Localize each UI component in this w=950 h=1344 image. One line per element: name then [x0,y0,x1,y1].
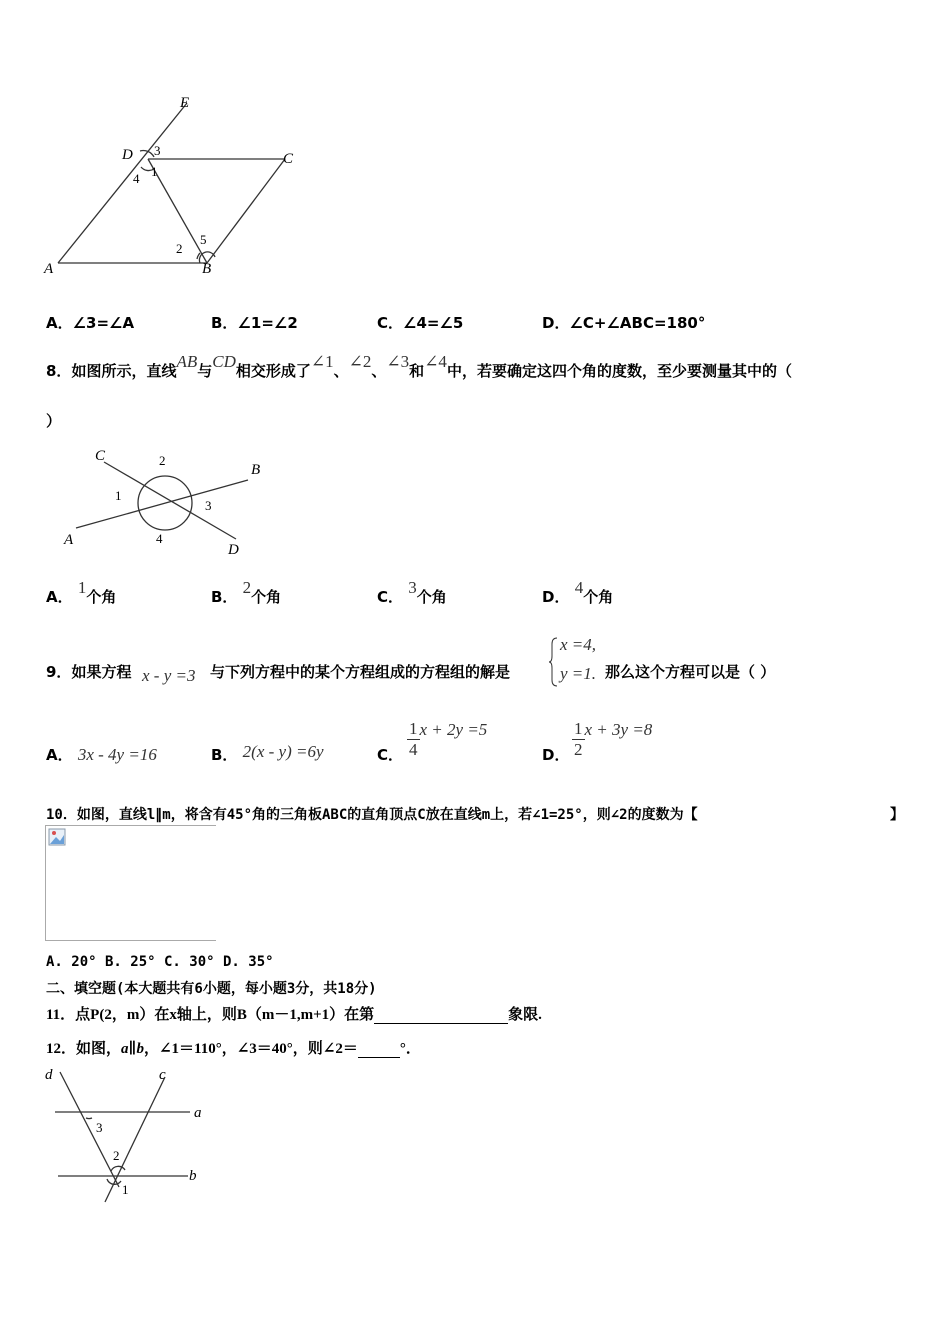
parallel-lines: a∥b [121,1041,144,1057]
option-letter: A． [46,588,73,606]
system-eq-2: y =1. [560,664,597,683]
option-number: 2 [242,578,252,597]
option-letter: B． [211,588,238,606]
option-text: ∠C+∠ABC=180° [569,314,706,332]
q8-text-5: 中，若要确定这四个角的度数，至少要测量其中的（ [446,362,792,380]
q10-question: 10．如图，直线l∥m，将含有45°角的三角板ABC的直角顶点C放在直线m上，若∠1=25°，则∠2的度数为【 [46,807,698,823]
q7-option-a[interactable] [46,312,134,333]
option-letter: C． [377,588,404,606]
q12-text-3: °． [399,1041,421,1057]
q7-option-b[interactable] [211,312,298,333]
angle-2-label: 2 [176,241,183,256]
angle-1-label: 1 [122,1182,129,1197]
broken-image-icon [48,828,66,846]
separator: 、 [371,362,387,380]
line-a-label: a [194,1105,202,1121]
option-letter: D． [542,314,570,332]
angle-5-label: 5 [200,232,207,247]
intersecting-lines-figure [58,442,278,562]
q11-text-1: 11．点P(2，m）在x轴上，则B（m－1,m+1）在第 [46,1007,375,1023]
question-number: 8． [46,362,72,380]
angle-2: ∠2 [348,352,372,371]
option-letter: C． [377,314,404,332]
angle-3: ∠3 [386,352,410,371]
q8-text-2: 与 [197,362,213,380]
point-c-label: C [283,151,294,167]
q12-text-1: 12．如图， [46,1041,122,1057]
system-brace [549,636,559,688]
q10-options[interactable]: A. 20° B. 25° C. 30° D. 35° [46,954,274,970]
point-b-label: B [251,462,261,478]
point-d-label: D [228,542,239,558]
q8-text-4: 和 [409,362,425,380]
q8-text-3: 相交形成了 [235,362,311,380]
option-text: ∠1=∠2 [237,314,298,332]
line-d-label: d [45,1067,53,1083]
q8-option-d[interactable] [542,578,614,607]
q8-close-paren: ） [46,412,62,430]
parallel-lines-figure [38,1064,208,1209]
numerator: 1 [574,719,583,738]
angle-4-label: 4 [156,531,163,546]
q9-equation: x - y =3 [142,666,196,685]
angle-3-label: 3 [205,498,212,513]
parallelogram-figure [40,95,310,280]
q9-text-2: 与下列方程中的某个方程组成的方程组的解是 [210,663,511,681]
point-e-label: E [180,95,190,111]
q7-option-d[interactable] [542,312,705,333]
line-c-label: c [159,1067,166,1083]
separator: 、 [333,362,349,380]
fraction [407,719,420,760]
option-unit: 个角 [416,588,447,606]
q9-option-c-letter[interactable]: C． [377,746,404,764]
option-letter: D． [542,588,570,606]
q9-option-d-letter[interactable]: D． [542,746,570,764]
angle-4: ∠4 [424,352,447,371]
option-number: 3 [408,578,417,597]
q8-option-c[interactable] [377,578,447,607]
option-letter: B． [211,746,238,764]
q9-option-a[interactable] [46,744,157,765]
point-a-label: A [64,532,74,548]
section-2-heading: 二、填空题(本大题共有6小题，每小题3分，共18分) [46,981,377,997]
option-expression: 2(x - y) =6y [242,742,324,761]
angle-1-label: 1 [151,164,158,179]
point-d-label: D [122,147,133,163]
point-b-label: B [202,261,212,277]
q11-question [46,1003,542,1024]
option-unit: 个角 [583,588,614,606]
angle-3-label: 3 [154,143,161,158]
q12-question [46,1037,421,1058]
q9-option-d-expression [572,719,652,760]
option-unit: 个角 [251,588,282,606]
fraction [572,719,585,760]
q11-answer-blank[interactable] [374,1009,508,1024]
expression-rest: x + 2y =5 [419,719,488,739]
denominator: 4 [409,740,418,759]
q8-question [46,352,792,381]
angle-2-label: 2 [113,1148,120,1163]
q7-option-c[interactable] [377,312,463,333]
broken-image-placeholder [45,825,216,941]
q9-option-b[interactable] [211,741,324,762]
option-number: 4 [574,578,584,597]
q8-text-1: 如图所示，直线 [71,362,177,380]
q10-close-bracket: 】 [890,807,904,823]
line-ab: AB [176,352,198,371]
line-cd: CD [212,352,236,371]
q9-text-1: 如果方程 [71,663,132,681]
option-number: 1 [77,578,87,597]
line-b-label: b [189,1168,197,1184]
numerator: 1 [409,719,418,738]
q9-text-3: 那么这个方程可以是（ ） [605,663,776,681]
option-expression: 3x - 4y =16 [77,745,157,764]
q8-option-b[interactable] [211,578,282,607]
angle-2-label: 2 [159,453,166,468]
option-text: ∠3=∠A [72,314,135,332]
question-number: 9． [46,663,72,681]
angle-1-label: 1 [115,488,122,503]
option-letter: B． [211,314,238,332]
point-c-label: C [95,448,106,464]
q12-answer-blank[interactable] [358,1043,400,1058]
q8-option-a[interactable] [46,578,117,607]
denominator: 2 [574,740,583,759]
q9-option-c-expression [407,719,487,760]
system-eq-1: x =4, [560,635,597,654]
option-text: ∠4=∠5 [403,314,464,332]
point-a-label: A [44,261,54,277]
option-letter: A． [46,314,73,332]
option-letter: A． [46,746,73,764]
q9-question [46,661,131,682]
angle-3-label: 3 [96,1120,103,1135]
expression-rest: x + 3y =8 [584,719,653,739]
option-unit: 个角 [86,588,117,606]
angle-4-label: 4 [133,171,140,186]
q11-text-2: 象限. [508,1007,542,1023]
angle-1: ∠1 [310,352,334,371]
q12-text-2: ，∠1＝110°，∠3＝40°，则∠2＝ [143,1041,358,1057]
